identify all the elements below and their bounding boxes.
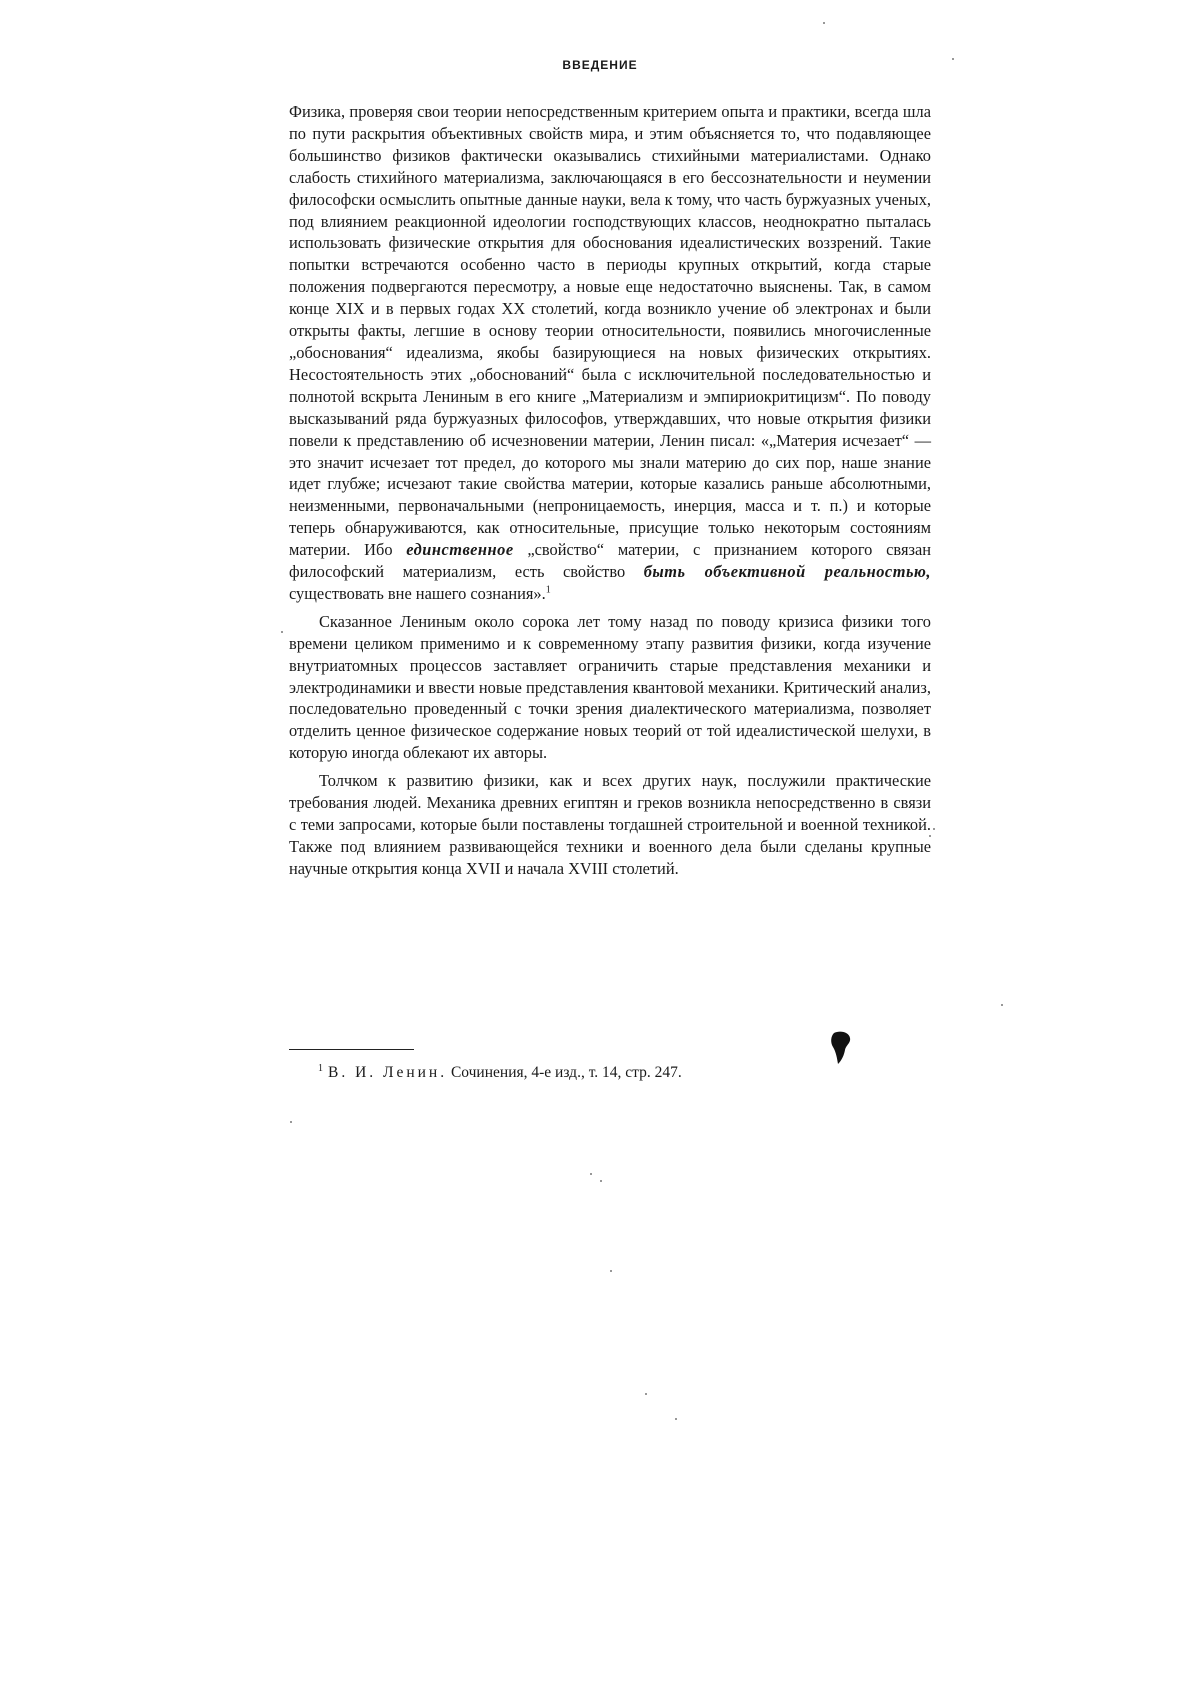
scan-speck: [600, 1180, 602, 1182]
scan-speck: [610, 1270, 612, 1272]
scan-speck: [952, 58, 954, 60]
scan-speck: [590, 1173, 592, 1175]
ink-blot-icon: [830, 1030, 852, 1066]
footnote-mark: 1: [318, 1062, 323, 1074]
scan-speck: [281, 631, 283, 633]
scan-speck: [645, 1393, 647, 1395]
scan-speck: [933, 828, 935, 830]
running-head: ВВЕДЕНИЕ: [562, 58, 638, 72]
paragraph-1-text-a: Физика, проверяя свои теории непосредственным критерием опыта и практики, всегда шла по пути раскрытия объективных свойств мира, и этим объясняется то, что подавляющее большинство физиков фактически оказывались стихийными материалистами. Однако слабость стихийного материализма, заключающаяся в его бессознательности и неумении философски осмыслить опытные данные науки, вела к тому, что часть буржуазных ученых, под влиянием реакционной идеологии господствующих классов, неоднократно пыталась использовать физические открытия для обоснования идеалистических воззрений. Такие попытки встречаются особенно часто в периоды крупных открытий, когда старые положения подвергаются пересмотру, а новые еще недостаточно выяснены. Так, в самом конце XIX и в первых годах XX столетий, когда возникло учение об электронах и были открыты факты, легшие в основу теории относительности, появились многочисленные „обоснования“ идеализма, якобы базирующиеся на новых физических открытиях. Несостоятельность этих „обоснований“ была с исключительной последовательностью и полнотой вскрыта Лениным в его книге „Материализм и эмпириокритицизм“. По поводу высказываний ряда буржуазных философов, утверждавших, что новые открытия физики повели к представлению об исчезновении материи, Ленин писал: «„Материя исчезает“ — это значит исчезает тот предел, до которого мы знали материю до сих пор, наше знание идет глубже; исчезают такие свойства материи, которые казались раньше абсолютными, неизменными, первоначальными (непроницаемость, инерция, масса и т. п.) и которые теперь обнаруживаются, как относительные, присущие только некоторым состояниям материи. Ибо: [289, 102, 931, 560]
footnote: [318, 1063, 918, 1083]
scan-speck: [675, 1418, 677, 1420]
scan-speck: [290, 1121, 292, 1123]
paragraph-1-text-b: „свойство“ материи, с признанием которого связан философский материализм, есть свойство: [289, 540, 932, 582]
footnote-reference: 1: [545, 584, 551, 596]
body-text: [289, 101, 931, 880]
scan-speck: [823, 22, 825, 24]
emphasis-unique: единственное: [406, 540, 514, 560]
paragraph-1-text-c: существовать вне нашего сознания».: [289, 583, 546, 603]
footnote-author: В. И. Ленин.: [328, 1064, 448, 1081]
paragraph-1: [289, 101, 931, 605]
footnote-rule: [289, 1049, 414, 1050]
scan-speck: [1001, 1004, 1003, 1006]
paragraph-3: Толчком к развитию физики, как и всех других наук, послужили практические требования людей. Механика древних египтян и греков возникла непосредственно в связи с теми запросами, которые были поставлены тогдашней строительной и военной техникой. Также под влиянием развивающейся техники и военного дела были сделаны крупные научные открытия конца XVII и начала XVIII столетий.: [289, 771, 931, 878]
emphasis-objective-reality: быть объективной реальностью,: [643, 562, 931, 582]
scan-speck: [929, 835, 931, 837]
paragraph-2: Сказанное Лениным около сорока лет тому назад по поводу кризиса физики того времени целиком применимо и к современному этапу развития физики, когда изучение внутриатомных процессов заставляет ограничить старые представления механики и электродинамики и ввести новые представления квантовой механики. Критический анализ, последовательно проведенный с точки зрения диалектического материализма, позволяет отделить ценное физическое содержание новых теорий от той идеалистической шелухи, в которую иногда облекают их авторы.: [289, 611, 931, 763]
footnote-citation: Сочинения, 4-е изд., т. 14, стр. 247.: [450, 1064, 682, 1081]
